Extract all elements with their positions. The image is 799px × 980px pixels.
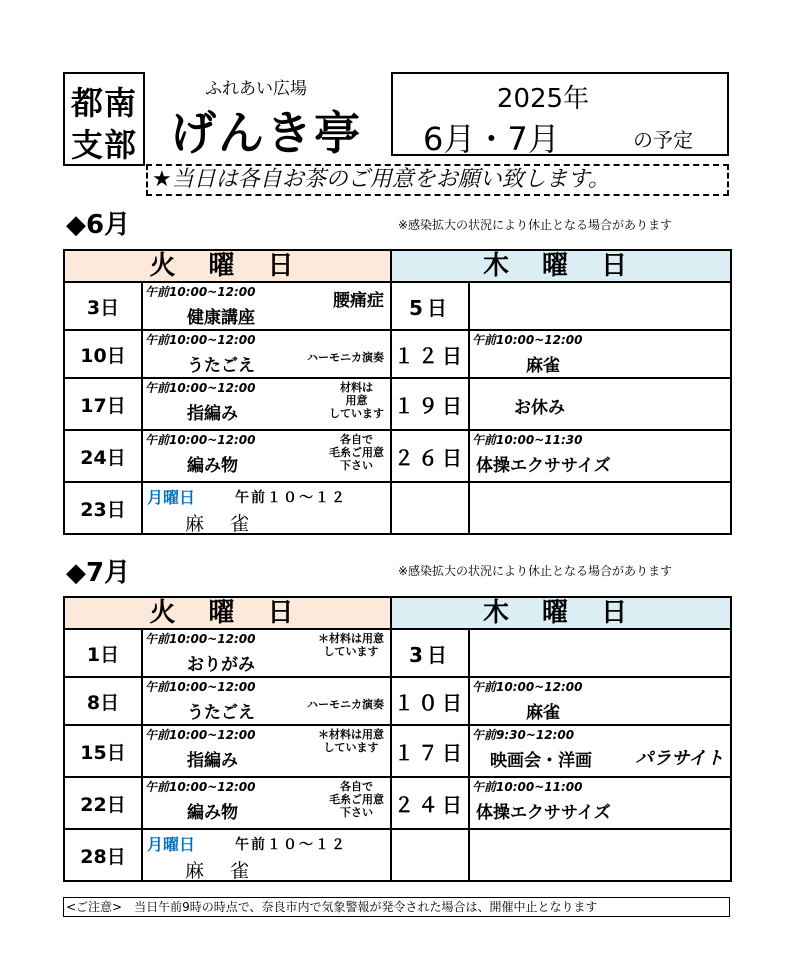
tuesday-activity-cell xyxy=(142,725,391,777)
tuesday-activity-cell xyxy=(142,330,391,378)
thursday-activity-cell xyxy=(469,282,731,330)
activity-label: 体操エクササイズ xyxy=(476,456,611,476)
empty-cell xyxy=(469,829,731,881)
time-label: 午前9:30~12:00 xyxy=(472,728,575,742)
year-label: 2025年 xyxy=(496,84,590,114)
july-schedule-table xyxy=(63,596,732,882)
activity-note: ＊材料は用意 しています xyxy=(318,632,385,658)
activity-label: おりがみ xyxy=(187,655,255,675)
monday-label: 月曜日 xyxy=(147,488,196,507)
time-label: 午前10:00~12:00 xyxy=(145,381,256,395)
activity-note: パラサイト xyxy=(635,748,725,769)
july-title: ◆7月 xyxy=(66,558,131,588)
time-label: 午前10:00~12:00 xyxy=(145,433,256,447)
activity-note: ハーモニカ演奏 xyxy=(307,351,385,364)
tuesday-activity-cell xyxy=(142,430,391,482)
tuesday-date: 8日 xyxy=(64,677,142,725)
empty-cell xyxy=(391,829,469,881)
thursday-activity-cell xyxy=(469,777,731,829)
tuesday-header: 火 曜 日 xyxy=(64,597,391,629)
activity-label: うたごえ xyxy=(187,356,255,376)
activity-label: 映画会・洋画 xyxy=(490,751,593,771)
branch-box xyxy=(63,72,145,166)
monday-label: 月曜日 xyxy=(147,835,196,854)
tuesday-date: 15日 xyxy=(64,725,142,777)
time-label: 午前10:00~12:00 xyxy=(145,333,256,347)
months-label: 6月・7月 xyxy=(423,120,560,158)
tea-notice: ★当日は各自お茶のご用意をお願い致します。 xyxy=(146,164,729,196)
time-label: 午前10:00~12:00 xyxy=(145,632,256,646)
thursday-activity-cell xyxy=(469,330,731,378)
thursday-date: 5日 xyxy=(391,282,469,330)
thursday-date: 3日 xyxy=(391,629,469,677)
thursday-date: ２６日 xyxy=(391,430,469,482)
monday-row xyxy=(64,829,731,881)
tuesday-activity-cell xyxy=(142,629,391,677)
tuesday-activity-cell xyxy=(142,677,391,725)
time-label: 午前10:00~12:00 xyxy=(472,680,583,694)
tuesday-date: 3日 xyxy=(64,282,142,330)
activity-label: 麻雀 xyxy=(526,703,561,723)
tuesday-date: 17日 xyxy=(64,378,142,430)
tuesday-activity-cell xyxy=(142,378,391,430)
activity-label: 体操エクササイズ xyxy=(476,803,611,823)
activity-label: お休み xyxy=(514,398,566,418)
tuesday-header: 火 曜 日 xyxy=(64,250,391,282)
table-row xyxy=(64,677,731,725)
tuesday-activity-cell xyxy=(142,777,391,829)
yotei-label: の予定 xyxy=(633,128,693,152)
thursday-activity-cell xyxy=(469,378,731,430)
thursday-activity-cell xyxy=(469,677,731,725)
thursday-date: ２４日 xyxy=(391,777,469,829)
time-label: 午前10:00~12:00 xyxy=(145,680,256,694)
thursday-date: １２日 xyxy=(391,330,469,378)
activity-label: 麻 雀 xyxy=(185,860,260,882)
activity-note: 各自で 毛糸ご用意 下さい xyxy=(329,433,385,472)
monday-date: 23日 xyxy=(64,482,142,534)
table-row xyxy=(64,330,731,378)
tuesday-date: 22日 xyxy=(64,777,142,829)
activity-note: 材料は 用意 しています xyxy=(329,381,385,420)
time-label: 午前10:00~11:00 xyxy=(472,780,583,794)
june-caution: ※感染拡大の状況により休止となる場合があります xyxy=(398,218,673,232)
tuesday-date: 24日 xyxy=(64,430,142,482)
activity-label: 指編み xyxy=(187,751,238,771)
tuesday-activity-cell xyxy=(142,282,391,330)
table-row xyxy=(64,378,731,430)
branch-line-2: 支部 xyxy=(70,126,137,164)
table-row xyxy=(64,629,731,677)
monday-activity-cell xyxy=(142,829,391,881)
monday-row xyxy=(64,482,731,534)
footer-notice: <ご注意> 当日午前9時の時点で、奈良市内で気象警報が発令された場合は、開催中止となります xyxy=(63,897,730,917)
activity-label: 麻 雀 xyxy=(185,513,260,535)
activity-note: 腰痛症 xyxy=(333,291,385,311)
activity-label: 健康講座 xyxy=(187,308,255,328)
table-row xyxy=(64,777,731,829)
time-label: 午前10:00~12:00 xyxy=(145,780,256,794)
thursday-activity-cell xyxy=(469,430,731,482)
time-label: 午前１０～１２ xyxy=(235,837,347,853)
thursday-header: 木 曜 日 xyxy=(391,597,731,629)
activity-label: 指編み xyxy=(187,404,238,424)
time-label: 午前10:00~12:00 xyxy=(145,285,256,299)
activity-note: ＊材料は用意 しています xyxy=(318,728,385,754)
empty-cell xyxy=(391,482,469,534)
schedule-period-box xyxy=(391,72,729,156)
thursday-date: １７日 xyxy=(391,725,469,777)
activity-label: 編み物 xyxy=(187,803,238,823)
tuesday-date: 10日 xyxy=(64,330,142,378)
thursday-activity-cell xyxy=(469,629,731,677)
june-title: ◆6月 xyxy=(66,210,131,240)
july-caution: ※感染拡大の状況により休止となる場合があります xyxy=(398,564,673,578)
table-row xyxy=(64,725,731,777)
activity-label: 編み物 xyxy=(187,456,238,476)
monday-activity-cell xyxy=(142,482,391,534)
june-schedule-table xyxy=(63,249,732,535)
hall-subtitle: ふれあい広場 xyxy=(205,79,307,99)
thursday-header: 木 曜 日 xyxy=(391,250,731,282)
activity-note: 各自で 毛糸ご用意 下さい xyxy=(329,780,385,819)
time-label: 午前１０～１２ xyxy=(235,490,347,506)
table-row xyxy=(64,282,731,330)
hall-name: げんき亭 xyxy=(170,106,362,160)
time-label: 午前10:00~12:00 xyxy=(145,728,256,742)
activity-label: 麻雀 xyxy=(526,356,561,376)
thursday-date: １０日 xyxy=(391,677,469,725)
branch-line-1: 都南 xyxy=(70,84,137,122)
tuesday-date: 1日 xyxy=(64,629,142,677)
thursday-date: １９日 xyxy=(391,378,469,430)
time-label: 午前10:00~12:00 xyxy=(472,333,583,347)
time-label: 午前10:00~11:30 xyxy=(472,433,583,447)
activity-label: うたごえ xyxy=(187,703,255,723)
thursday-activity-cell xyxy=(469,725,731,777)
monday-date: 28日 xyxy=(64,829,142,881)
empty-cell xyxy=(469,482,731,534)
activity-note: ハーモニカ演奏 xyxy=(307,698,385,711)
table-row xyxy=(64,430,731,482)
